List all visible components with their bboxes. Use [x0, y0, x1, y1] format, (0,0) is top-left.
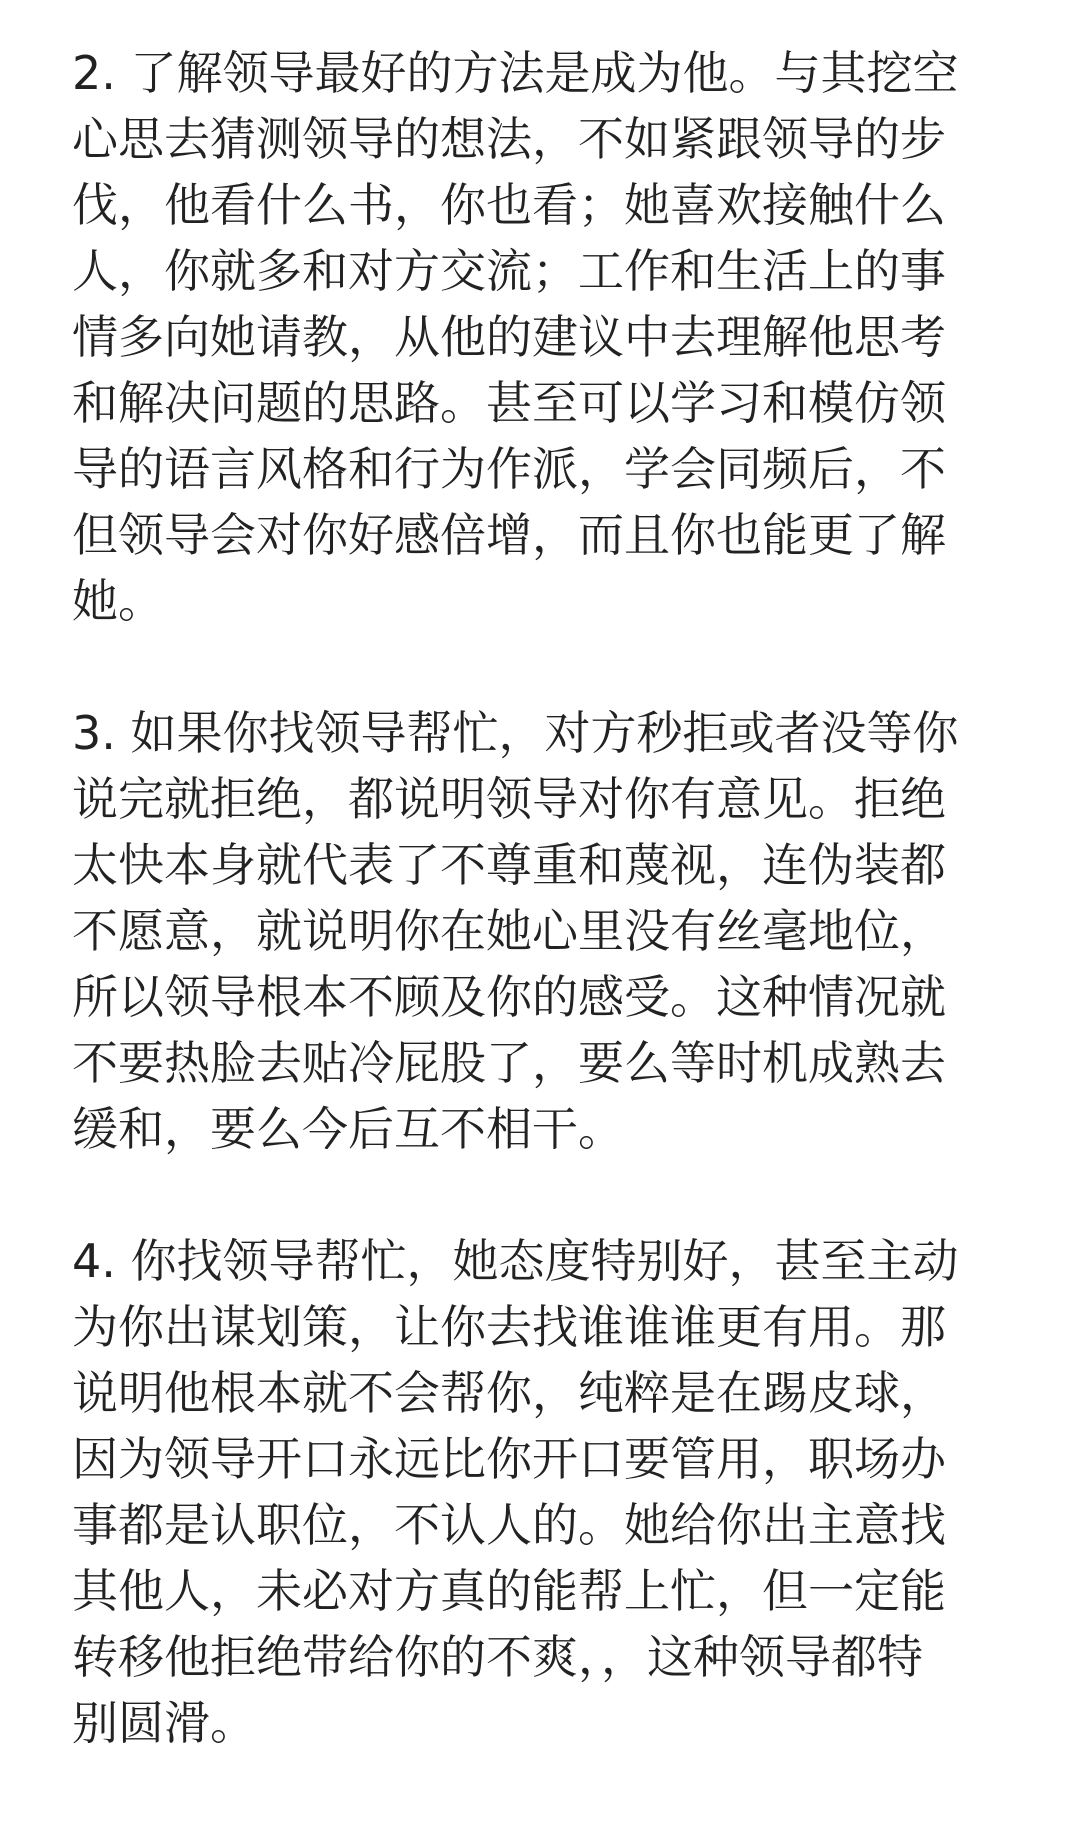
text-line: 太快本身就代表了不尊重和蔑视，连伪装都 — [72, 838, 946, 892]
text-line: 说完就拒绝，都说明领导对你有意见。拒绝 — [72, 772, 946, 826]
text-line: 3. 如果你找领导帮忙，对方秒拒或者没等你 — [72, 706, 959, 760]
text-line: 导的语言风格和行为作派，学会同频后，不 — [72, 442, 946, 496]
text-line: 心思去猜测领导的想法，不如紧跟领导的步 — [72, 112, 946, 166]
text-line: 事都是认职位，不认人的。她给你出主意找 — [72, 1498, 946, 1552]
text-line: 她。 — [72, 574, 164, 628]
text-line: 别圆滑。 — [72, 1696, 256, 1750]
text-line: 转移他拒绝带给你的不爽，，这种领导都特 — [72, 1630, 923, 1684]
paragraph-3 — [72, 700, 1010, 1162]
text-line: 所以领导根本不顾及你的感受。这种情况就 — [72, 970, 946, 1024]
text-line: 人，你就多和对方交流；工作和生活上的事 — [72, 244, 946, 298]
text-line: 因为领导开口永远比你开口要管用，职场办 — [72, 1432, 946, 1486]
text-line: 伐，他看什么书，你也看；她喜欢接触什么 — [72, 178, 946, 232]
text-line: 缓和，要么今后互不相干。 — [72, 1102, 624, 1156]
text-line: 但领导会对你好感倍增，而且你也能更了解 — [72, 508, 946, 562]
text-line: 其他人，未必对方真的能帮上忙，但一定能 — [72, 1564, 946, 1618]
paragraph-2 — [72, 40, 1010, 634]
text-line: 情多向她请教，从他的建议中去理解他思考 — [72, 310, 946, 364]
paragraph-4 — [72, 1228, 1010, 1756]
text-line: 不要热脸去贴冷屁股了，要么等时机成熟去 — [72, 1036, 946, 1090]
text-line: 说明他根本就不会帮你，纯粹是在踢皮球， — [72, 1366, 946, 1420]
text-line: 不愿意，就说明你在她心里没有丝毫地位， — [72, 904, 946, 958]
text-line: 4. 你找领导帮忙，她态度特别好，甚至主动 — [72, 1234, 959, 1288]
text-line: 为你出谋划策，让你去找谁谁谁更有用。那 — [72, 1300, 946, 1354]
text-line: 和解决问题的思路。甚至可以学习和模仿领 — [72, 376, 946, 430]
text-line: 2. 了解领导最好的方法是成为他。与其挖空 — [72, 46, 959, 100]
